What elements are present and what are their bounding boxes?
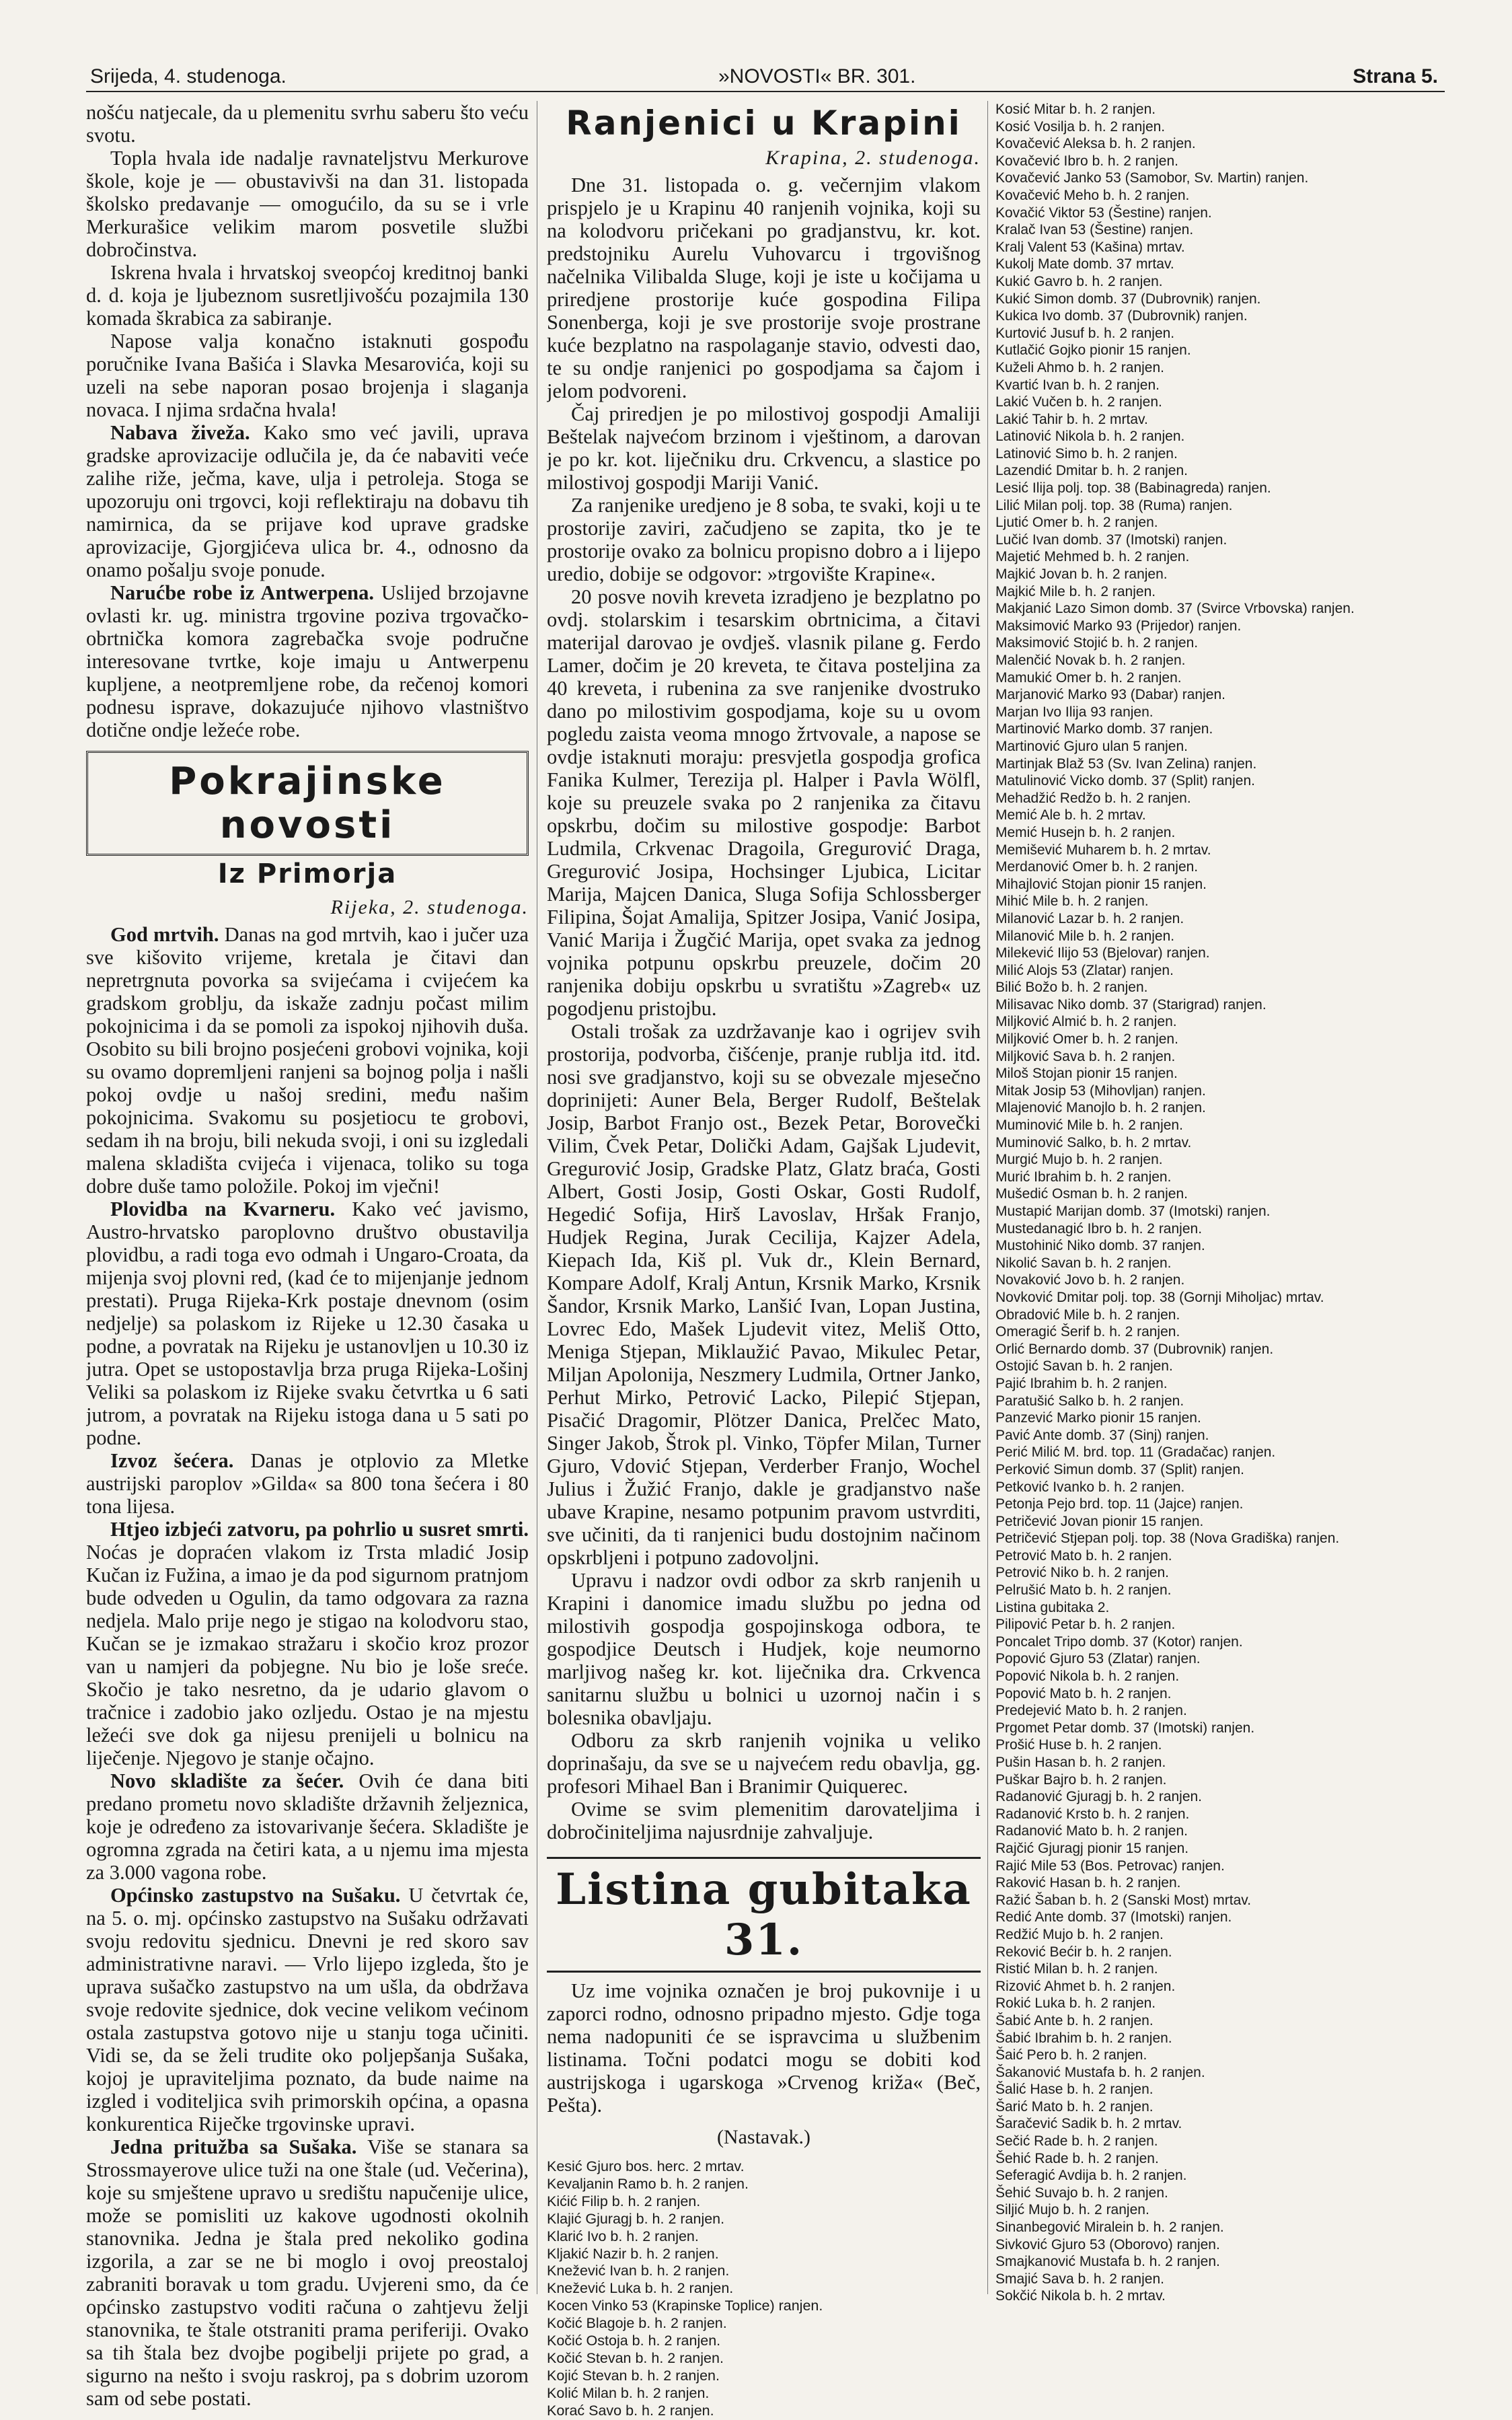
- article-paragraph: [86, 581, 529, 741]
- header-newspaper: »NOVOSTI« BR. 301.: [718, 65, 916, 87]
- paragraph-lead: God mrtvih.: [110, 923, 219, 946]
- casualty-entry: Merdanović Omer b. h. 2 ranjen.: [995, 859, 1199, 875]
- casualty-entry: Nikolić Savan b. h. 2 ranjen.: [995, 1255, 1172, 1271]
- casualty-entry: Maksimović Marko 93 (Prijedor) ranjen.: [995, 618, 1242, 634]
- section-masthead: Pokrajinske novosti: [86, 751, 529, 856]
- casualty-entry: Puškar Bajro b. h. 2 ranjen.: [995, 1771, 1167, 1788]
- casualty-entry: Ostojić Savan b. h. 2 ranjen.: [995, 1358, 1173, 1374]
- casualty-entry: Memišević Muharem b. h. 2 mrtav.: [995, 842, 1211, 858]
- casualty-entry: Paratušić Salko b. h. 2 ranjen.: [995, 1393, 1184, 1409]
- dateline: Rijeka, 2. studenoga.: [330, 896, 529, 918]
- casualty-entry: Šehić Rade b. h. 2 ranjen.: [995, 2150, 1159, 2166]
- casualty-entry: Kosić Vosilja b. h. 2 ranjen.: [995, 118, 1166, 135]
- casualty-entry: Klajić Gjuragj b. h. 2 ranjen.: [547, 2210, 725, 2227]
- article-paragraph: [86, 923, 529, 1198]
- casualty-entry: Pelrušić Mato b. h. 2 ranjen.: [995, 1582, 1172, 1599]
- casualty-entry: Ristić Milan b. h. 2 ranjen.: [995, 1961, 1158, 1977]
- casualty-entry: Kukić Simon domb. 37 (Dubrovnik) ranjen.: [995, 291, 1261, 307]
- casualty-entry: Miljković Sava b. h. 2 ranjen.: [995, 1048, 1176, 1064]
- casualty-entry: Mihajlović Stojan pionir 15 ranjen.: [995, 876, 1207, 892]
- article-paragraph: [86, 1518, 529, 1769]
- casualty-entry: Novković Dmitar polj. top. 38 (Gornji Miholjac) mrtav.: [995, 1289, 1324, 1305]
- paragraph-lead: Novo skladište za šećer.: [110, 1769, 344, 1792]
- paragraph-lead: Nabava živeža.: [110, 421, 250, 444]
- casualty-entry: Memić Husejn b. h. 2 ranjen.: [995, 824, 1176, 840]
- casualty-entry: Šaračević Sadik b. h. 2 mrtav.: [995, 2116, 1182, 2132]
- casualty-entry: Kljakić Nazir b. h. 2 ranjen.: [547, 2245, 719, 2262]
- casualty-entry: Redžić Mujo b. h. 2 ranjen.: [995, 1926, 1164, 1942]
- casualty-entry: Šarić Mato b. h. 2 ranjen.: [995, 2098, 1154, 2115]
- page-header: [86, 64, 1445, 92]
- article-paragraph: [86, 1884, 529, 2135]
- casualty-entry: Kukić Gavro b. h. 2 ranjen.: [995, 273, 1163, 289]
- paragraph-body: U četvrtak će, na 5. o. mj. općinsko zastupstvo na Sušaku održavati svoju redovitu sjednicu. Dnevni je red skoro sav administrativne naravi. — Vrlo lijepo izgleda, što je uprava sušačko zastupstvo na um ušla, da obdržava svoje redovite sjednice, dok vecine velikom većinom ostala zastupstva gotovo nije u stanju toga učiniti. Vidi se, da se želi trudite oko poljepšanja Sušaka, kojoj je upraviteljima poznato, da bude naime na izgled i voditeljica svih primorskih općina, a opasna konkurentica Riječke trgovinske upravi.: [86, 1884, 529, 2135]
- casualty-entry: Šabić Ibrahim b. h. 2 ranjen.: [995, 2030, 1172, 2046]
- continued-note: (Nastavak.): [716, 2126, 811, 2148]
- casualty-entry: Mihić Mile b. h. 2 ranjen.: [995, 893, 1149, 910]
- casualty-entry: Ražić Šaban b. h. 2 (Sanski Most) mrtav.: [995, 1892, 1252, 1908]
- casualty-entry: Rajčić Gjuragj pionir 15 ranjen.: [995, 1840, 1189, 1856]
- column-right: [995, 101, 1445, 2305]
- casualty-entry: Predejević Mato b. h. 2 ranjen.: [995, 1703, 1187, 1719]
- article-paragraph: Uz ime vojnika označen je broj pukovnije i u zaporci rodno, odnosno pripadno mjesto. Gdje toga nema nadopuniti će se ispravcima u službenim listinama. Točni podatci mogu se dobiti kod austrijskoga i ugarskoga »Crvenog križa« (Beč, Pešta).: [547, 1979, 981, 2117]
- casualty-entry: Kolić Milan b. h. 2 ranjen.: [547, 2384, 710, 2401]
- casualty-entry: Petonja Pejo brd. top. 11 (Jajce) ranjen.: [995, 1496, 1244, 1512]
- casualty-entry: Prgomet Petar domb. 37 (Imotski) ranjen.: [995, 1720, 1255, 1736]
- casualty-entry: Murić Ibrahim b. h. 2 ranjen.: [995, 1169, 1172, 1185]
- article-paragraph: Napose valja konačno istaknuti gospođu poručnike Ivana Bašića i Slavka Mesarovića, koji su uzeli na sebe naporan posao brojenja i slaganja novaca. I njima srdačna hvala!: [86, 330, 529, 421]
- casualty-entry: Makjanić Lazo Simon domb. 37 (Svirce Vrbovska) ranjen.: [995, 601, 1355, 617]
- article-paragraph: Ostali trošak za uzdržavanje kao i ogrijev svih prostorija, podvorba, čišćenje, pranje rublja itd. itd. nosi sve gradjanstvo, koji su se obvezale mjesečno doprinijeti: Auner Bela, Berger Rudolf, Beštelak Josip, Barbot Franjo ost., Bezek Petar, Borovečki Vilim, Čvek Petar, Dolički Adam, Gajšak Ljudevit, Gregurović Josip, Gradske Platz, Glatz braća, Gosti Albert, Gosti Josip, Gosti Oskar, Gosti Rudolf, Hegedić Sofija, Hirš Lavoslav, Hršak Franjo, Hudjek Regina, Jurak Cecilija, Kajzer Adela, Kiepach Ida, Kiš pl. Vuk dr., Klein Bernard, Kompare Adolf, Kralj Antun, Krsnik Marko, Krsnik Šandor, Krsnik Marko, Lanšić Ivan, Lopan Justina, Lovrec Edo, Mašek Ljudevit vitez, Meliš Otto, Meniga Stjepan, Miklaužić Pavao, Mikulec Petar, Miljan Apolonija, Neszmery Ludmila, Ortner Janko, Perhut Mirko, Petrović Lacko, Pilepić Stjepan, Pisačić Dragomir, Plötzer Danica, Prelčec Mato, Singer Jakob, Štrok pl. Vinko, Töpfer Milan, Turner Gjuro, Vdović Stjepan, Verderber Franjo, Wochel Julius i Žužić Franjo, dakle je gradjanstvo naše ubave Krapine, nesamo potpunim pravom ustvrditi, sve učiniti, da ti ranjenici budu dostojnim načinom opskrbljeni i potpuno zadovoljni.: [547, 1020, 981, 1569]
- section-subhead: Iz Primorja: [217, 858, 398, 889]
- casualty-entry: Šalić Hase b. h. 2 ranjen.: [995, 2082, 1154, 2098]
- casualty-entry: Raković Hasan b. h. 2 ranjen.: [995, 1875, 1181, 1891]
- casualty-entry: Muminović Mile b. h. 2 ranjen.: [995, 1117, 1183, 1134]
- casualty-entry: Smajkanović Mustafa b. h. 2 ranjen.: [995, 2254, 1220, 2270]
- article-paragraph: Ovime se svim plemenitim darovateljima i dobročiniteljima najusrdnije zahvaljuje.: [547, 1798, 981, 1843]
- column-rule-2: [987, 101, 988, 2294]
- casualty-entry: Sečić Rade b. h. 2 ranjen.: [995, 2133, 1158, 2150]
- casualty-entry: Pajić Ibrahim b. h. 2 ranjen.: [995, 1375, 1168, 1391]
- casualty-entry: Matulinović Vicko domb. 37 (Split) ranjen.: [995, 773, 1255, 789]
- casualty-entry: Kukolj Mate domb. 37 mrtav.: [995, 256, 1174, 272]
- casualty-entry: Lilić Milan polj. top. 38 (Ruma) ranjen.: [995, 497, 1233, 513]
- article-paragraph: Čaj priredjen je po milostivoj gospodji Amaliji Beštelak najvećom brzinom i vještinom, a darovan je po kr. kot. liječniku dru. Crkvencu, a slastice po milostivoj gospodji Mariji Vanić.: [547, 402, 981, 494]
- casualty-entry: Majkić Jovan b. h. 2 ranjen.: [995, 566, 1168, 583]
- casualty-entry: Mustohinić Niko domb. 37 ranjen.: [995, 1238, 1205, 1254]
- casualty-entry: Kevaljanin Ramo b. h. 2 ranjen.: [547, 2175, 749, 2192]
- paragraph-lead: Općinsko zastupstvo na Sušaku.: [110, 1884, 401, 1907]
- casualty-entry: Kurtović Jusuf b. h. 2 ranjen.: [995, 325, 1175, 341]
- casualty-entry: Radanović Krsto b. h. 2 ranjen.: [995, 1806, 1190, 1822]
- paragraph-lead: Izvoz šećera.: [110, 1449, 234, 1472]
- casualty-entry: Kočić Blagoje b. h. 2 ranjen.: [547, 2315, 727, 2332]
- casualty-entry: Kovačević Janko 53 (Samobor, Sv. Martin) ranjen.: [995, 170, 1309, 186]
- casualty-entry: Poncalet Tripo domb. 37 (Kotor) ranjen.: [995, 1634, 1243, 1650]
- casualty-entry: Mitak Josip 53 (Mihovljan) ranjen.: [995, 1083, 1206, 1099]
- casualty-entry: Ljutić Omer b. h. 2 ranjen.: [995, 515, 1158, 531]
- casualty-entry: Popović Nikola b. h. 2 ranjen.: [995, 1669, 1180, 1685]
- casualty-entry: Milisavac Niko domb. 37 (Starigrad) ranjen.: [995, 996, 1267, 1013]
- casualty-entry: Miljković Omer b. h. 2 ranjen.: [995, 1031, 1178, 1048]
- casualty-entry: Sokčić Nikola b. h. 2 mrtav.: [995, 2288, 1166, 2304]
- article-paragraph: Upravu i nadzor ovdi odbor za skrb ranjenih u Krapini i danomice imadu službu po jedna od milostivih gospodja gospojinskoga odbora, te gospodjice Deutsch i Hudjek, koje neumorno marljivog našeg kr. kot. liječnika dra. Crkvenca sanitarnu službu u bolnici u uzornoj način i s bolesnika obavljaju.: [547, 1569, 981, 1729]
- casualty-entry: Majkić Mile b. h. 2 ranjen.: [995, 583, 1156, 599]
- paragraph-body: Više se stanara sa Strossmayerove ulice tuži na one štale (ud. Večerina), koje su smještene upravo u središtu napučenije ulice, može se pomisliti uz kakove ugodnosti okolnih stanovnika. Jedna je štala pred nekoliko godina izgorila, a zar se ne bi moglo i ovoj preostaloj zabraniti boravak u tom gradu. Uvjereni smo, da će općinsko zastupstvo voditi računa o zahtjevu želji stanovnika, te štale otstraniti prama periferiji. Ovako sa tih štala bez dvojbe pogibelji prijete po grad, a sigurno na nešto i svoju raskroj, pa s dobrim uzorom sam od sebe postati.: [86, 2135, 529, 2410]
- paragraph-body: Uslijed brzojavne ovlasti kr. ug. ministra trgovine poziva trgovačko-obrtnička komora zagrebačka svoje područne interesovane tvrtke, koje imaju u Antwerpenu kupljene, a neotpremljene robe, da rečenoj komori podnesu isprave, dokazujuće njihovo vlastništvo dotične ondje ležeće robe.: [86, 581, 529, 741]
- paragraph-body: Kako smo već javili, uprava gradske aprovizacije odlučila je, da će nabaviti veće zalihe riže, ječma, kave, ulja i petroleja. Stoga se upozoruju oni trgovci, koji reflektiraju na dobavu tih namirnica, da se prijave kod uprave gradske aprovizacije, Gjorgjićeva ulica br. 4., odnosno da onamo pošalju svoje ponude.: [86, 421, 529, 581]
- casualty-entry: Smajić Sava b. h. 2 ranjen.: [995, 2271, 1164, 2287]
- section-masthead: Listina gubitaka 31.: [547, 1857, 981, 1973]
- article-paragraph: Iskrena hvala i hrvatskoj sveopćoj kreditnoj banki d. d. koja je ljubeznom susretljivošću pozajmila 130 komada škrabica za sabiranje.: [86, 261, 529, 330]
- article-paragraph: Dne 31. listopada o. g. večernjim vlakom prispjelo je u Krapinu 40 ranjenih vojnika, koji su na kolodvoru pričekani po gradjanstvu, kr. kot. predstojniku Aurelu Vuhovarcu i trgovišnog načelnika Vilibalda Sluge, koji je iste u kočijama u priredjene prostorije kuće gospodina Filipa Sonenberga, koji je sve prostorije svoje prostrane kuće bezplatno na raspolaganje stavio, odvesti dao, te su ondje ranjenici po gospodjama sa čajom i jelom podvoreni.: [547, 174, 981, 402]
- paragraph-body: Danas na god mrtvih, kao i jučer uza sve kišovito vrijeme, kretala je čitavi dan nepretrgnuta povorka sa svijećama i cvijećem ka gradskom groblju, da iskaže zadnju počast milim pokojnicima i da se pomoli za ispokoj njihovih duša. Osobito su bili brojno posjećeni grobovi vojnika, koji su ovamo dopremljeni ranjeni sa bojnog polja i našli pokoj ovdje u našoj sredini, među našim pokojnicima. Svakomu su posjetiocu te grobovi, sedam ih na broju, bili nekuda svoji, i oni su izgledali malena skladišta cvijeća i vijenaca, toliko su toga dobre duše tamo položile. Pokoj im vječni!: [86, 923, 529, 1198]
- casualty-entry: Kovačić Viktor 53 (Šestine) ranjen.: [995, 205, 1212, 221]
- casualty-entry: Lakić Tahir b. h. 2 mrtav.: [995, 411, 1148, 427]
- paragraph-lead: Htjeo izbjeći zatvoru, pa pohrlio u susret smrti.: [110, 1518, 529, 1541]
- casualty-entry: Rokić Luka b. h. 2 ranjen.: [995, 1995, 1156, 2012]
- casualty-list: [995, 101, 1445, 2305]
- casualty-entry: Panzević Marko pionir 15 ranjen.: [995, 1410, 1201, 1426]
- article-paragraph: [86, 1449, 529, 1518]
- casualty-entry: Miljković Almić b. h. 2 ranjen.: [995, 1014, 1177, 1030]
- casualty-entry: Bilić Božo b. h. 2 ranjen.: [995, 980, 1148, 996]
- casualty-entry: Petričević Stjepan polj. top. 38 (Nova Gradiška) ranjen.: [995, 1531, 1340, 1547]
- casualty-entry: Šakanović Mustafa b. h. 2 ranjen.: [995, 2064, 1205, 2080]
- article-paragraph: 20 posve novih kreveta izradjeno je bezplatno po ovdj. stolarskim i tesarskim obrtnicima, a čitavi materijal darovao je ovdješ. vlasnik pilane g. Ferdo Lamer, dočim je 20 kreveta, te čitava posteljina za 40 kreveta, i rubenina za sve ranjenike dvostruko dano po milostivim gospodjama, koje su u ovom pogledu zaista veoma mnogo žrtvovale, a napose se ovdje istaknuti moraju: presvjetla gospodja grofica Fanika Kulmer, Terezija pl. Halper i Pavla Wölfl, koje su preuzele svaka po 2 ranjenika za čitavu opskrbu, dočim su milostive gospodje: Barbot Ludmila, Crkvenac Dragoila, Gregurović Draga, Gregurović Josipa, Hochsinger Ljubica, Licitar Marija, Majcen Danica, Sluga Sofija Schlossberger Filipina, Šojat Amalija, Spitzer Josipa, Vanić Josipa, Vanić Marija i Žugčić Marija, opet svaka za jednog vojnika potpunu opskrbu preuzele, dočim 20 ranjenika dobiju opskrbu u svratištu »Zagreb« uz pogodjenu pristojbu.: [547, 585, 981, 1020]
- casualty-entry: Maksimović Stojić b. h. 2 ranjen.: [995, 635, 1199, 651]
- dateline: Krapina, 2. studenoga.: [765, 147, 981, 169]
- column-middle: [547, 101, 981, 2420]
- casualty-entry: Milanović Lazar b. h. 2 ranjen.: [995, 910, 1184, 926]
- paragraph-lead: Narućbe robe iz Antwerpena.: [110, 581, 374, 604]
- casualty-entry: Latinović Simo b. h. 2 ranjen.: [995, 445, 1178, 462]
- casualty-entry: Kutlačić Gojko pionir 15 ranjen.: [995, 342, 1191, 359]
- casualty-entry: Perić Milić M. brd. top. 11 (Gradačac) ranjen.: [995, 1444, 1276, 1461]
- casualty-entry: Kvartić Ivan b. h. 2 ranjen.: [995, 377, 1160, 393]
- casualty-entry: Kukica Ivo domb. 37 (Dubrovnik) ranjen.: [995, 308, 1248, 324]
- casualty-entry: Reković Bećir b. h. 2 ranjen.: [995, 1944, 1172, 1960]
- casualty-entry: Popović Gjuro 53 (Zlatar) ranjen.: [995, 1651, 1201, 1667]
- casualty-entry: Seferagić Avdija b. h. 2 ranjen.: [995, 2168, 1187, 2184]
- paragraph-body: Kako već javismo, Austro-hrvatsko paroplovno društvo obustavilja plovidbu, a radi toga evo odmah i Ungaro-Croata, da mijenja svoj plovni red, (kad će to mijenjanje jednom prestati). Pruga Rijeka-Krk postaje dnevnom (osim nedjelje) sa polaskom iz Rijeke u 12.30 časaka u podne, a povratak na Rijeku je ustanovljen u 10.30 iz jutra. Opet se ustopostavlja brza pruga Rijeka-Lošinj Veliki sa polaskom iz Rijeke svaku četvrtka u 6 sati jutrom, a povratak na Rijeku istoga dana u 5 sati po podne.: [86, 1198, 529, 1449]
- casualty-entry: Memić Ale b. h. 2 mrtav.: [995, 807, 1146, 823]
- casualty-entry: Kićić Filip b. h. 2 ranjen.: [547, 2193, 701, 2209]
- casualty-entry: Rizović Ahmet b. h. 2 ranjen.: [995, 1978, 1176, 1994]
- paragraph-lead: Jedna pritužba sa Sušaka.: [110, 2135, 357, 2158]
- article-paragraph: Odboru za skrb ranjenih vojnika u veliko doprinašaju, da sve se u najvećem redu obavlja, gg. profesori Mihael Ban i Branimir Quiquerec.: [547, 1729, 981, 1798]
- article-paragraph: nošću natjecale, da u plemenitu svrhu saberu što veću svotu.: [86, 101, 529, 147]
- casualty-entry: Radanović Gjuragj b. h. 2 ranjen.: [995, 1789, 1203, 1805]
- casualty-entry: Pilipović Petar b. h. 2 ranjen.: [995, 1617, 1176, 1633]
- casualty-entry: Korać Savo b. h. 2 ranjen.: [547, 2402, 714, 2419]
- casualty-entry: Milić Alojs 53 (Zlatar) ranjen.: [995, 962, 1174, 978]
- casualty-entry: Pušin Hasan b. h. 2 ranjen.: [995, 1755, 1166, 1770]
- casualty-entry: Lazendić Dmitar b. h. 2 ranjen.: [995, 463, 1188, 479]
- casualty-entry: Kocen Vinko 53 (Krapinske Toplice) ranjen.: [547, 2298, 823, 2314]
- casualty-entry: Kočić Ostoja b. h. 2 ranjen.: [547, 2333, 721, 2349]
- casualty-entry: Miloš Stojan pionir 15 ranjen.: [995, 1066, 1178, 1082]
- casualty-entry: Klarić Ivo b. h. 2 ranjen.: [547, 2228, 699, 2244]
- casualty-entry: Kralj Valent 53 (Kašina) mrtav.: [995, 239, 1185, 255]
- article-paragraph: [86, 2135, 529, 2410]
- casualty-entry: Mustapić Marijan domb. 37 (Imotski) ranjen.: [995, 1204, 1271, 1219]
- paragraph-body: Noćas je dopraćen vlakom iz Trsta mladić Josip Kučan iz Fužina, a imao je da pod sigurnom pratnjom bude odveden u Ogulin, da tamo odgovara za razna nedjela. Malo prije nego je stigao na kolodvoru stao, Kučan se je izmakao stražaru i skočio kroz prozor van u namjeri da pobjegne. Nu bio je loše sreće. Skočio je tako nesretno, da je udario glavom o tračnice i zadobio jako ozljedu. Ostao je na mjestu ležeći sve dok ga nijesu prenijeli u bolnicu na liječenje. Njegovo je stanje očajno.: [86, 1541, 529, 1769]
- casualty-entry: Muminović Salko, b. h. 2 mrtav.: [995, 1134, 1192, 1150]
- casualty-entry: Knežević Ivan b. h. 2 ranjen.: [547, 2263, 730, 2279]
- casualty-entry: Šehić Suvajo b. h. 2 ranjen.: [995, 2185, 1168, 2201]
- article-paragraph: Za ranjenike uredjeno je 8 soba, te svaki, koji u te prostorije zaviri, začudjeno se zapita, tko je te prostorije ovako za bolnicu propisno dobro a i lijepo uredio, dobije se odgovor: »trgovište Krapine«.: [547, 494, 981, 585]
- casualty-entry: Radanović Mato b. h. 2 ranjen.: [995, 1823, 1188, 1839]
- casualty-entry: Latinović Nikola b. h. 2 ranjen.: [995, 429, 1185, 445]
- article-paragraph: Topla hvala ide nadalje ravnateljstvu Merkurove škole, koje je — obustavivši na dan 31. listopada školsko predavanje — omogućilo, da su se i vrle Merkurašice velikim marom posvetile službi dobročinstva.: [86, 147, 529, 261]
- casualty-entry: Lučić Ivan domb. 37 (Imotski) ranjen.: [995, 531, 1227, 548]
- casualty-entry: Pavić Ante domb. 37 (Sinj) ranjen.: [995, 1427, 1209, 1443]
- casualty-entry: Mustedanagić Ibro b. h. 2 ranjen.: [995, 1220, 1203, 1237]
- paragraph-lead: Plovidba na Kvarneru.: [110, 1198, 336, 1220]
- header-page-number: Strana 5.: [1353, 65, 1438, 87]
- casualty-entry: Lesić Ilija polj. top. 38 (Babinagreda) ranjen.: [995, 480, 1271, 497]
- casualty-entry: Redić Ante domb. 37 (Imotski) ranjen.: [995, 1909, 1232, 1926]
- casualty-entry: Prošić Huse b. h. 2 ranjen.: [995, 1737, 1162, 1753]
- casualty-entry: Omeragić Šerif b. h. 2 ranjen.: [995, 1324, 1180, 1340]
- casualty-entry: Obradović Mile b. h. 2 ranjen.: [995, 1307, 1180, 1323]
- casualty-entry: Popović Mato b. h. 2 ranjen.: [995, 1685, 1172, 1701]
- casualty-entry: Siljić Mujo b. h. 2 ranjen.: [995, 2202, 1149, 2218]
- article-paragraph: [86, 421, 529, 581]
- casualty-entry: Rajić Mile 53 (Bos. Petrovac) ranjen.: [995, 1858, 1225, 1874]
- casualty-entry: Kuželi Ahmo b. h. 2 ranjen.: [995, 359, 1164, 375]
- casualty-entry: Mehadžić Redžo b. h. 2 ranjen.: [995, 790, 1191, 806]
- casualty-entry: Sivković Gjuro 53 (Oborovo) ranjen.: [995, 2236, 1220, 2252]
- casualty-entry: Marjanović Marko 93 (Dabar) ranjen.: [995, 687, 1225, 703]
- casualty-entry: Kojić Stevan b. h. 2 ranjen.: [547, 2367, 720, 2384]
- casualty-entry: Milanović Mile b. h. 2 ranjen.: [995, 928, 1175, 944]
- casualty-entry: Kočić Stevan b. h. 2 ranjen.: [547, 2349, 724, 2366]
- casualty-entry: Murgić Mujo b. h. 2 ranjen.: [995, 1152, 1163, 1168]
- casualty-entry: Petričević Jovan pionir 15 ranjen.: [995, 1513, 1204, 1529]
- casualty-entry: Mlajenović Manojlo b. h. 2 ranjen.: [995, 1100, 1206, 1116]
- casualty-entry: Novaković Jovo b. h. 2 ranjen.: [995, 1272, 1185, 1288]
- casualty-entry: Šabić Ante b. h. 2 ranjen.: [995, 2012, 1154, 2028]
- paragraph-body: Danas je otplovio za Mletke austrijski paroplov »Gilda« sa 800 tona šećera i 80 tona lijesa.: [86, 1449, 529, 1518]
- casualty-entry: Petković Ivanko b. h. 2 ranjen.: [995, 1479, 1185, 1495]
- casualty-entry: Kovačević Ibro b. h. 2 ranjen.: [995, 153, 1178, 169]
- paragraph-body: Ovih će dana biti predano prometu novo skladište državnih željeznica, koje je određeno za istovarivanje šećera. Skladište je ogromna zgrada na četiri kata, a u njemu ima mjesta za 3.000 vagona robe.: [86, 1769, 529, 1884]
- casualty-entry: Marjan Ivo Ilija 93 ranjen.: [995, 704, 1154, 720]
- casualty-entry: Kesić Gjuro bos. herc. 2 mrtav.: [547, 2158, 745, 2174]
- casualty-entry: Knežević Luka b. h. 2 ranjen.: [547, 2280, 734, 2297]
- casualty-entry: Lakić Vučen b. h. 2 ranjen.: [995, 394, 1162, 410]
- casualty-entry: Martinjak Blaž 53 (Sv. Ivan Zelina) ranjen.: [995, 756, 1257, 772]
- casualty-entry: Mušedić Osman b. h. 2 ranjen.: [995, 1186, 1188, 1202]
- casualty-entry: Orlić Bernardo domb. 37 (Dubrovnik) ranjen.: [995, 1341, 1274, 1357]
- casualty-entry: Listina gubitaka 2.: [995, 1599, 1110, 1615]
- casualty-list: [547, 2158, 981, 2420]
- casualty-entry: Malenčić Novak b. h. 2 ranjen.: [995, 653, 1186, 668]
- casualty-entry: Kovačević Meho b. h. 2 ranjen.: [995, 187, 1190, 203]
- casualty-entry: Perković Simun domb. 37 (Split) ranjen.: [995, 1461, 1244, 1477]
- casualty-entry: Majetić Mehmed b. h. 2 ranjen.: [995, 549, 1190, 565]
- casualty-entry: Kovačević Aleksa b. h. 2 ranjen.: [995, 136, 1196, 152]
- casualty-entry: Kralač Ivan 53 (Šestine) ranjen.: [995, 222, 1194, 238]
- article-headline: Ranjenici u Krapini: [566, 104, 962, 143]
- casualty-entry: Petrović Mato b. h. 2 ranjen.: [995, 1547, 1172, 1564]
- casualty-entry: Martinović Marko domb. 37 ranjen.: [995, 721, 1213, 737]
- casualty-entry: Milekević Ilijo 53 (Bjelovar) ranjen.: [995, 945, 1210, 961]
- article-paragraph: [86, 1198, 529, 1449]
- casualty-entry: Mamukić Omer b. h. 2 ranjen.: [995, 669, 1182, 686]
- casualty-entry: Šaić Pero b. h. 2 ranjen.: [995, 2047, 1147, 2063]
- casualty-entry: Petrović Niko b. h. 2 ranjen.: [995, 1565, 1169, 1581]
- casualty-entry: Martinović Gjuro ulan 5 ranjen.: [995, 738, 1188, 754]
- article-paragraph: [86, 1769, 529, 1884]
- casualty-entry: Sinanbegović Miralein b. h. 2 ranjen.: [995, 2220, 1224, 2236]
- column-left: [86, 101, 529, 2410]
- newspaper-page: [86, 64, 1445, 2419]
- casualty-entry: Kosić Mitar b. h. 2 ranjen.: [995, 102, 1156, 117]
- header-date: Srijeda, 4. studenoga.: [90, 65, 287, 87]
